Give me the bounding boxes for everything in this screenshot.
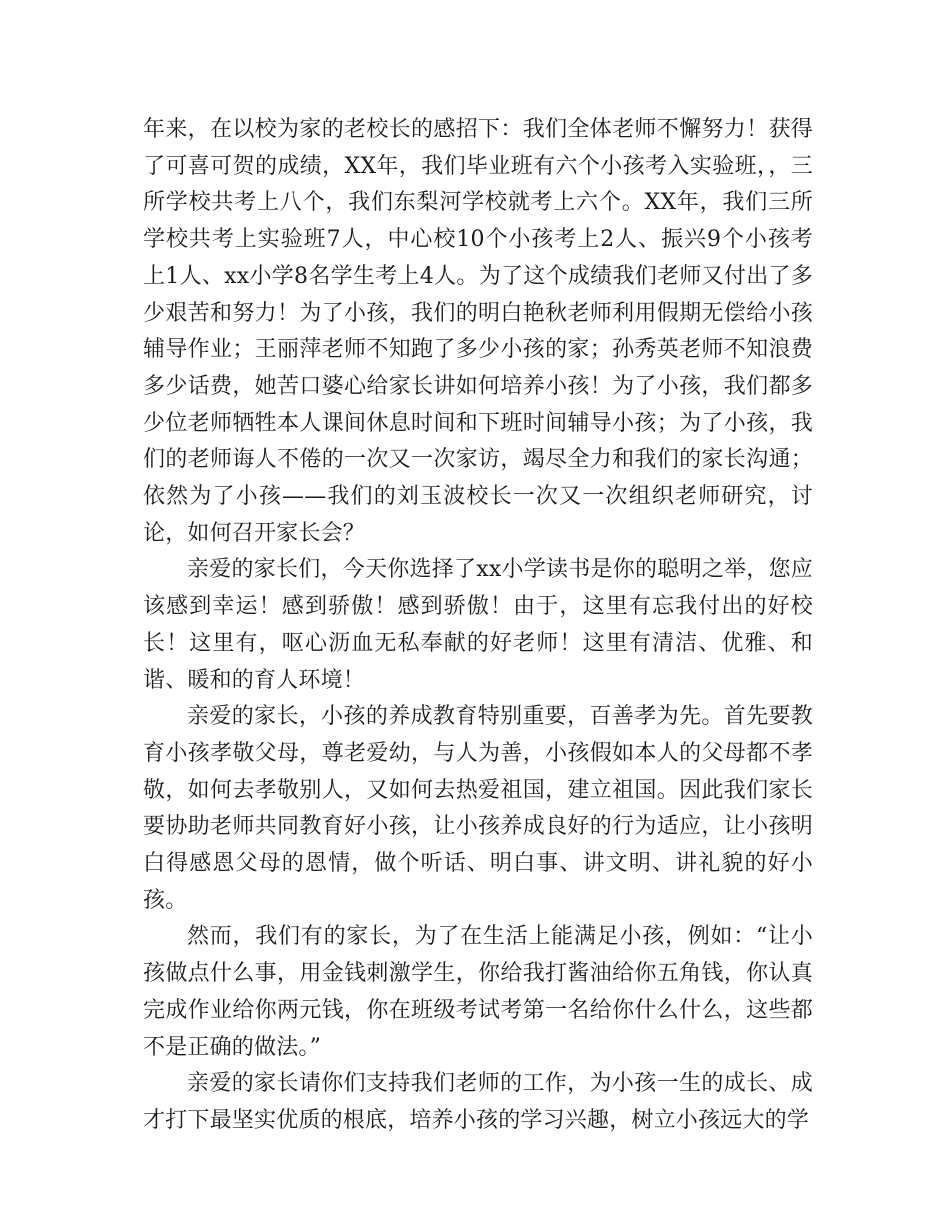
paragraph-4: 然而，我们有的家长，为了在生活上能满足小孩，例如：“让小孩做点什么事，用金钱刺激学生，你给我打酱油给你五角钱，你认真完成作业给你两元钱，你在班级考试考第一名给你什么什么，这些都不是正确的做法。” [143, 924, 813, 1060]
paragraph-3: 亲爱的家长，小孩的养成教育特别重要，百善孝为先。首先要教育小孩孝敬父母，尊老爱幼，与人为善，小孩假如本人的父母都不孝敬，如何去孝敬别人，又如何去热爱祖国，建立祖国。因此我们家长要协助老师共同教育好小孩，让小孩养成良好的行为适应，让小孩明白得感恩父母的恩情，做个听话、明白事、讲文明、讲礼貌的好小孩。 [143, 704, 813, 913]
document-body [143, 112, 813, 1140]
paragraph-5: 亲爱的家长请你们支持我们老师的工作，为小孩一生的成长、成才打下最坚实优质的根底，培养小孩的学习兴趣，树立小孩远大的学 [143, 1071, 813, 1133]
paragraph-1: 年来，在以校为家的老校长的感招下：我们全体老师不懈努力！获得了可喜可贺的成绩，XX年，我们毕业班有六个小孩考入实验班，，三所学校共考上八个，我们东梨河学校就考上六个。XX年，我们三所学校共考上实验班7人，中心校10个小孩考上2人、振兴9个小孩考上1人、xx小学8名学生考上4人。为了这个成绩我们老师又付出了多少艰苦和努力！为了小孩，我们的明白艳秋老师利用假期无偿给小孩辅导作业；王丽萍老师不知跑了多少小孩的家；孙秀英老师不知浪费多少话费，她苦口婆心给家长讲如何培养小孩！为了小孩，我们都多少位老师牺牲本人课间休息时间和下班时间辅导小孩；为了小孩，我们的老师诲人不倦的一次又一次家访，竭尽全力和我们的家长沟通；依然为了小孩——我们的刘玉波校长一次又一次组织老师研究，讨论，如何召开家长会？ [143, 117, 813, 546]
paragraph-2: 亲爱的家长们，今天你选择了xx小学读书是你的聪明之举，您应该感到幸运！感到骄傲！感到骄傲！由于，这里有忘我付出的好校长！这里有，呕心沥血无私奉献的好老师！这里有清洁、优雅、和谐、暖和的育人环境！ [143, 557, 813, 693]
